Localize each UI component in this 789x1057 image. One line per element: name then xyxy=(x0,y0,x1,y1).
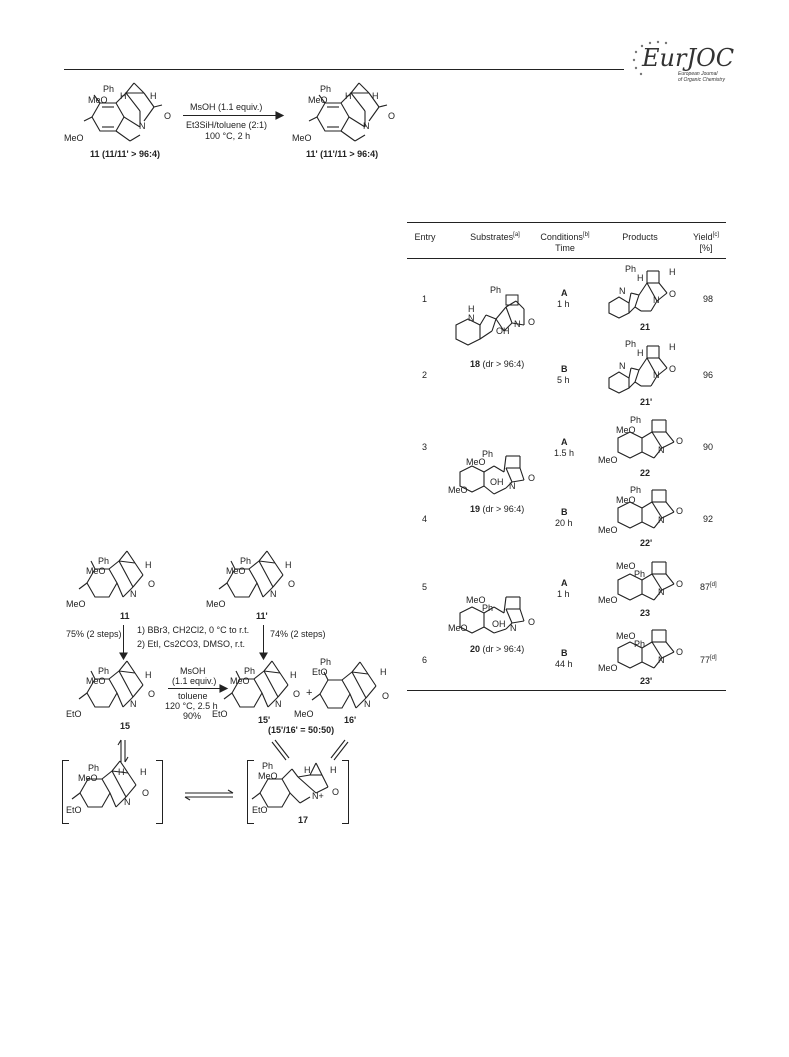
row2-cond: B xyxy=(561,364,568,374)
atom-meo: MeO xyxy=(226,566,246,576)
header-rule xyxy=(64,69,624,70)
atom-meo: MeO xyxy=(616,631,636,641)
step-left-yield: 75% (2 steps) xyxy=(66,629,122,639)
atom-o: O xyxy=(669,289,677,299)
atom-n: N xyxy=(124,797,131,807)
atom-ph: Ph xyxy=(320,84,332,94)
atom-n: N xyxy=(270,589,277,599)
product-22p-label: 22' xyxy=(640,538,653,548)
atom-o: O xyxy=(293,689,301,699)
atom-h: H xyxy=(637,273,644,283)
product-22-label: 22 xyxy=(640,468,651,478)
arrow-down-right xyxy=(263,625,264,655)
atom-meo: MeO xyxy=(598,525,618,535)
logo-text: EurJOC xyxy=(642,44,735,72)
atom-h: H xyxy=(145,560,152,570)
row2-yield: 96 xyxy=(703,370,714,380)
atom-meo: MeO xyxy=(230,676,250,686)
atom-oh: OH xyxy=(496,326,510,336)
atom-h: H xyxy=(468,304,475,314)
msoh-line5: 90% xyxy=(183,711,202,721)
step-right-yield: 74% (2 steps) xyxy=(270,629,326,639)
row3-yield: 90 xyxy=(703,442,714,452)
atom-n: N xyxy=(509,481,516,491)
header-products: Products xyxy=(622,232,658,242)
reagent-eti: 2) EtI, Cs2CO3, DMSO, r.t. xyxy=(137,639,246,649)
product-21-label: 21 xyxy=(640,322,651,332)
compound-11-label: 11 (11/11' > 96:4) xyxy=(90,149,160,159)
atom-ph: Ph xyxy=(482,449,494,459)
row4-entry: 4 xyxy=(422,514,428,524)
product-23p-label: 23' xyxy=(640,676,653,686)
atom-meo: MeO xyxy=(86,566,106,576)
atom-h: H xyxy=(150,91,157,101)
cpd-11p-label: 11' xyxy=(256,611,268,621)
header-conditions: Conditions[b] Time xyxy=(540,232,590,254)
atom-h: H xyxy=(290,670,297,680)
row3-time: 1.5 h xyxy=(554,448,575,458)
atom-n: N xyxy=(619,361,626,371)
atom-meo: MeO xyxy=(598,595,618,605)
table-bottom-rule xyxy=(407,690,726,691)
atom-eto: EtO xyxy=(312,667,328,677)
atom-h: H xyxy=(304,765,311,775)
atom-n: N xyxy=(364,699,371,709)
atom-o: O xyxy=(528,617,536,627)
row3-entry: 3 xyxy=(422,442,428,452)
atom-ph: Ph xyxy=(630,415,642,425)
atom-ph: Ph xyxy=(98,666,110,676)
atom-meo: MeO xyxy=(292,133,312,143)
atom-ph: Ph xyxy=(630,485,642,495)
msoh-line4: 120 °C, 2.5 h xyxy=(165,701,218,711)
row6-entry: 6 xyxy=(422,655,428,665)
atom-meo: MeO xyxy=(448,623,468,633)
arrow-head-icon xyxy=(120,653,128,661)
reagent-line-3: 100 °C, 2 h xyxy=(205,131,251,141)
ratio-label: (15'/16' = 50:50) xyxy=(268,725,335,735)
atom-ph: Ph xyxy=(262,761,274,771)
atom-n: N xyxy=(363,121,370,131)
atom-h: H xyxy=(669,267,676,277)
equilibrium-arrow-vertical-icon xyxy=(118,740,128,764)
arrow-down-left xyxy=(123,625,124,655)
substrate-19-label: 19 (dr > 96:4) xyxy=(470,504,525,514)
atom-n: N xyxy=(658,445,665,455)
atom-eto: EtO xyxy=(212,709,228,719)
arrow-head-icon xyxy=(260,653,268,661)
atom-h: H xyxy=(669,342,676,352)
logo-sub2: of Organic Chemistry xyxy=(678,77,725,83)
atom-h: H xyxy=(120,91,127,101)
atom-ph: Ph xyxy=(98,556,110,566)
row4-yield: 92 xyxy=(703,514,714,524)
atom-ph: Ph xyxy=(634,639,646,649)
atom-h: H xyxy=(380,667,387,677)
atom-o: O xyxy=(669,364,677,374)
compound-11p-label: 11' (11'/11 > 96:4) xyxy=(306,149,379,159)
atom-eto: EtO xyxy=(66,709,82,719)
atom-meo: MeO xyxy=(616,425,636,435)
atom-meo: MeO xyxy=(598,663,618,673)
atom-ph: Ph xyxy=(88,763,100,773)
atom-meo: MeO xyxy=(466,457,486,467)
atom-o: O xyxy=(676,436,684,446)
msoh-arrow xyxy=(168,688,222,689)
product-23-label: 23 xyxy=(640,608,651,618)
journal-logo xyxy=(628,38,738,86)
plus-sign: + xyxy=(306,687,313,699)
header-entry: Entry xyxy=(414,232,436,242)
cpd-16p-label: 16' xyxy=(344,715,357,725)
row5-yield: 87[d] xyxy=(700,582,717,592)
atom-meo: MeO xyxy=(616,495,636,505)
atom-n: N xyxy=(130,699,137,709)
substrate-18-label: 18 (dr > 96:4) xyxy=(470,359,525,369)
atom-o: O xyxy=(164,111,172,121)
cpd-11-label: 11 xyxy=(120,611,130,621)
atom-oh: OH xyxy=(490,477,504,487)
table-top-rule xyxy=(407,222,726,223)
row4-cond: B xyxy=(561,507,568,517)
row1-entry: 1 xyxy=(422,294,428,304)
atom-o: O xyxy=(288,579,296,589)
atom-n: N xyxy=(510,623,517,633)
atom-ph: Ph xyxy=(625,339,637,349)
atom-n: N xyxy=(619,286,626,296)
atom-o: O xyxy=(382,691,390,701)
atom-meo: MeO xyxy=(206,599,226,609)
atom-n: N xyxy=(468,313,475,323)
row1-cond: A xyxy=(561,288,568,298)
atom-ph: Ph xyxy=(103,84,115,94)
row2-entry: 2 xyxy=(422,370,428,380)
table-header-rule xyxy=(407,258,726,259)
cpd-15p-label: 15' xyxy=(258,715,271,725)
atom-o: O xyxy=(676,506,684,516)
atom-n: N xyxy=(130,589,137,599)
atom-meo: MeO xyxy=(308,95,328,105)
atom-nplus: N+ xyxy=(312,791,324,801)
reaction-arrow xyxy=(183,115,279,116)
atom-meo: MeO xyxy=(466,595,486,605)
atom-n: N xyxy=(653,295,660,305)
reagent-line-2: Et3SiH/toluene (2:1) xyxy=(186,120,268,130)
atom-o: O xyxy=(676,647,684,657)
substrate-20-label: 20 (dr > 96:4) xyxy=(470,644,525,654)
atom-meo: MeO xyxy=(66,599,86,609)
atom-ph: Ph xyxy=(244,666,256,676)
atom-n: N xyxy=(514,319,521,329)
substrate-18-structure xyxy=(450,295,535,355)
atom-meo: MeO xyxy=(86,676,106,686)
header-yield: Yield[c] [%] xyxy=(692,232,720,254)
atom-h: H xyxy=(637,348,644,358)
atom-ph: Ph xyxy=(482,603,494,613)
row1-yield: 98 xyxy=(703,294,714,304)
atom-h: H xyxy=(330,765,337,775)
atom-h: H xyxy=(345,91,352,101)
atom-meo: MeO xyxy=(258,771,278,781)
atom-n: N xyxy=(658,515,665,525)
atom-meo: MeO xyxy=(294,709,314,719)
atom-n: N xyxy=(658,655,665,665)
msoh-line1: MsOH xyxy=(180,666,206,676)
atom-ph: Ph xyxy=(240,556,252,566)
atom-o: O xyxy=(388,111,396,121)
atom-o: O xyxy=(332,787,340,797)
atom-n: N xyxy=(658,587,665,597)
atom-o: O xyxy=(528,317,536,327)
atom-ph: Ph xyxy=(625,264,637,274)
atom-o: O xyxy=(676,579,684,589)
reagent-line-1: MsOH (1.1 equiv.) xyxy=(190,102,263,112)
reagent-bbr3: 1) BBr3, CH2Cl2, 0 °C to r.t. xyxy=(137,625,250,635)
row5-time: 1 h xyxy=(557,589,570,599)
equilibrium-arrow-horizontal-icon xyxy=(185,790,235,800)
row6-time: 44 h xyxy=(555,659,573,669)
atom-meo: MeO xyxy=(78,773,98,783)
atom-meo: MeO xyxy=(616,561,636,571)
atom-h: H xyxy=(140,767,147,777)
atom-o: O xyxy=(528,473,536,483)
arrow-head-icon xyxy=(276,112,284,120)
msoh-line2: (1.1 equiv.) xyxy=(172,676,217,686)
row2-time: 5 h xyxy=(557,375,570,385)
row6-yield: 77[d] xyxy=(700,655,717,665)
row6-cond: B xyxy=(561,648,568,658)
atom-eto: EtO xyxy=(252,805,268,815)
atom-meo: MeO xyxy=(598,455,618,465)
atom-meo: MeO xyxy=(88,95,108,105)
atom-ph: Ph xyxy=(490,285,502,295)
atom-o: O xyxy=(142,788,150,798)
atom-h: H xyxy=(145,670,152,680)
atom-n: N xyxy=(139,121,146,131)
atom-o: O xyxy=(148,579,156,589)
atom-oh: OH xyxy=(492,619,506,629)
row5-cond: A xyxy=(561,578,568,588)
equilibrium-arrow-right-icon xyxy=(330,740,350,762)
header-substrates: Substrates[a] xyxy=(470,232,520,242)
row1-time: 1 h xyxy=(557,299,570,309)
cpd-17-label: 17 xyxy=(298,815,309,825)
logo-sub1: European Journal xyxy=(678,71,718,77)
row5-entry: 5 xyxy=(422,582,428,592)
equilibrium-arrow-left-icon xyxy=(270,740,290,762)
cpd-15-label: 15 xyxy=(120,721,131,731)
atom-h: H xyxy=(285,560,292,570)
atom-n: N xyxy=(653,370,660,380)
atom-h: H xyxy=(372,91,379,101)
msoh-line3: toluene xyxy=(178,691,208,701)
atom-ph: Ph xyxy=(320,657,332,667)
atom-eto: EtO xyxy=(66,805,82,815)
bracket-right-close xyxy=(342,760,349,824)
substrate-20-structure xyxy=(450,593,535,643)
row3-cond: A xyxy=(561,437,568,447)
atom-n: N xyxy=(275,699,282,709)
atom-o: O xyxy=(148,689,156,699)
product-21p-label: 21' xyxy=(640,397,653,407)
atom-ph: Ph xyxy=(634,569,646,579)
atom-meo: MeO xyxy=(64,133,84,143)
row4-time: 20 h xyxy=(555,518,573,528)
atom-h: H xyxy=(118,767,125,777)
atom-meo: MeO xyxy=(448,485,468,495)
